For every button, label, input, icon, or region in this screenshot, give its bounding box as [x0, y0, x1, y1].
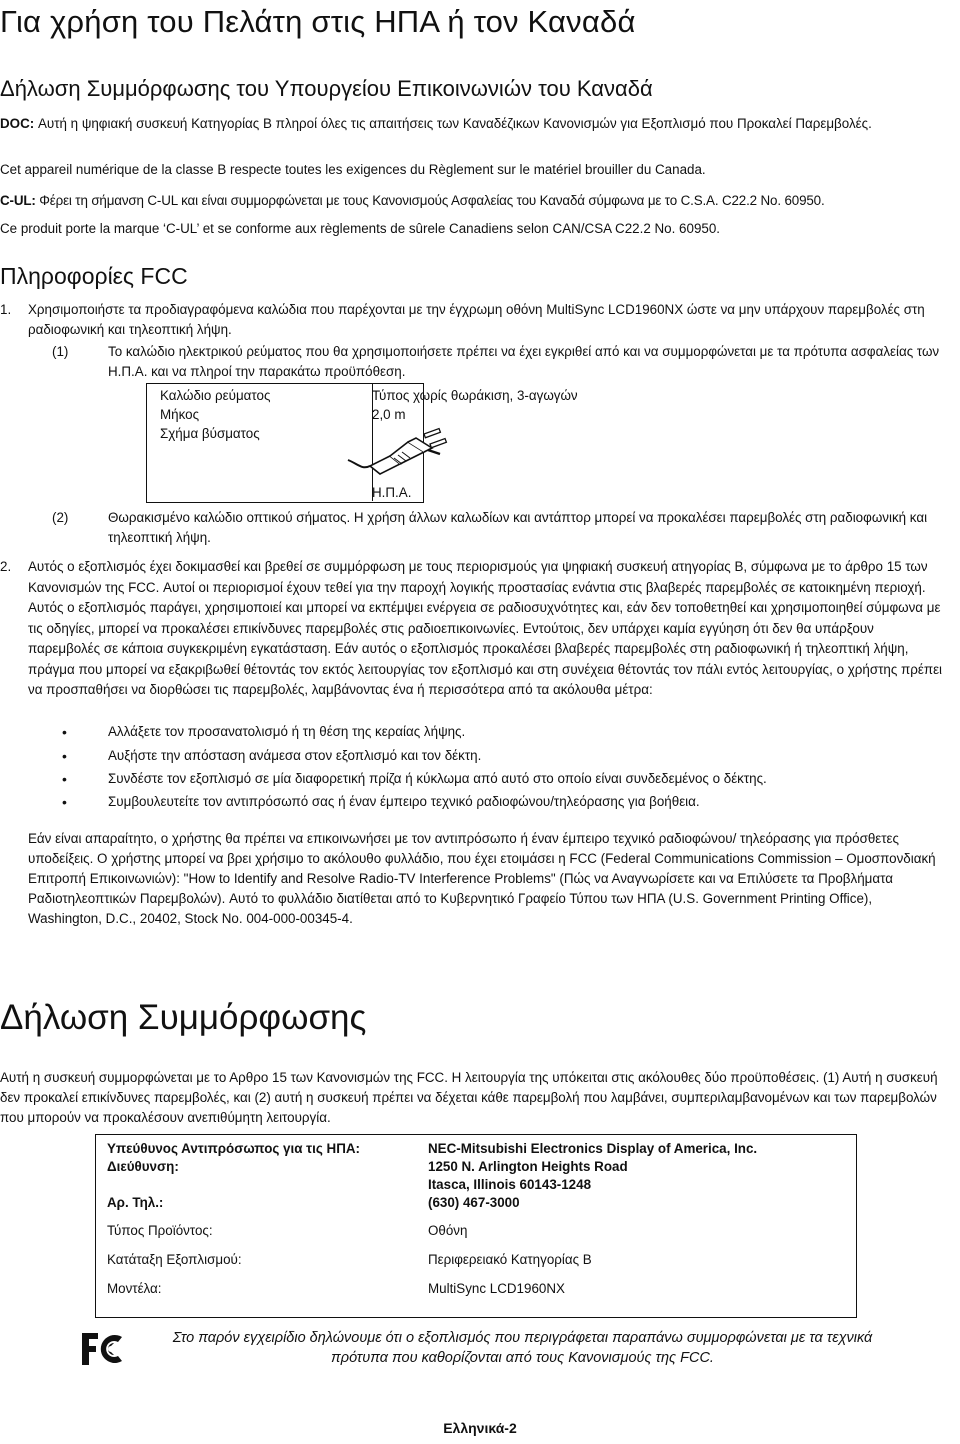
product-type-value: Οθόνη	[428, 1223, 468, 1238]
sub-2-number: (2)	[52, 510, 69, 525]
models-value: MultiSync LCD1960NX	[428, 1281, 565, 1296]
address-value-line2: Itasca, Illinois 60143-1248	[428, 1177, 592, 1192]
cable-label-plug: Σχήμα βύσματος	[160, 426, 260, 441]
sub-1-text: Το καλώδιο ηλεκτρικού ρεύματος που θα χρησιμοποιήσετε πρέπει να έχει εγκριθεί από και να συμμορφώνεται με τα πρότυπα ασφαλείας των Η.Π.Α. και να πληροί την παρακάτω προϋπόθεση.	[108, 344, 940, 379]
equipment-class-label: Κατάταξη Εξοπλισμού:	[107, 1252, 242, 1267]
product-type-label: Τύπος Προϊόντος:	[107, 1223, 213, 1238]
bullet-4-icon: •	[62, 794, 67, 810]
rep-value: NEC-Mitsubishi Electronics Display of America, Inc.	[428, 1141, 758, 1156]
section-subtitle-canada: Δήλωση Συμμόρφωσης του Υπουργείου Επικοινωνιών του Καναδά	[0, 76, 653, 101]
cable-label-length: Μήκος	[160, 407, 200, 422]
bullet-4-text: Συμβουλευτείτε τον αντιπρόσωπό σας ή έναν έμπειρο τεχνικό ραδιοφώνου/τηλεόρασης για βοήθεια.	[108, 794, 700, 809]
declaration-intro: Αυτή η συσκευή συμμορφώνεται με το Αρθρο 15 των Κανονισμών της FCC. Η λειτουργία της υπόκειται στις ακόλουθες δύο προϋποθέσεις. (1) Αυτή η συσκευή δεν προκαλεί επικίνδυνες παρεμβολές, και (2) αυτή η συσκευή πρέπει να δέχεται κάθε παρεμβολή που λαμβάνει, συμπεριλαμβανομένων και των παρεμβολών που μπορούν να προκαλέσουν ανεπιθύμητη λειτουργία.	[0, 1070, 938, 1125]
cable-value-length: 2,0 m	[372, 407, 406, 422]
declaration-heading: Δήλωση Συμμόρφωσης	[0, 998, 367, 1037]
cable-value-type: Τύπος χωρίς θωράκιση, 3-αγωγών	[372, 388, 578, 403]
bullet-2-icon: •	[62, 748, 67, 764]
plug-caption: Η.Π.Α.	[372, 485, 412, 500]
cul-paragraph	[0, 191, 960, 211]
item-2-text: Αυτός ο εξοπλισμός έχει δοκιμασθεί και βρεθεί σε συμμόρφωση με τους περιορισμούς για ψηφιακή συσκευή ατηγορίας B, σύμφωνα με το άρθρο 15 των Κανονισμών της FCC. Αυτοί οι περιορισμοί έχουν τεθεί για την παροχή λογικής προστασίας ενάντια στις βλαβερές παρεμβολές σε κατοικημένη περιοχή. Αυτός ο εξοπλισμός παράγει, χρησιμοποιεί και μπορεί να εκπέμψει ενέργεια σε ραδιοσυχνότητες και, εάν δεν τοποθετηθεί και χρησιμοποιηθεί σύμφωνα με τις οδηγίες, μπορεί να προκαλέσει επικίνδυνες παρεμβολές στις ραδιοεπικοινωνίες. Εντούτοις, δεν υπάρχει καμία εγγύηση ότι δεν θα υπάρξουν παρεμβολές σε κάποια συγκεκριμένη εγκατάσταση. Εάν αυτός ο εξοπλισμός προκαλέσει βλαβερές παρεμβολές στη ραδιοφωνική ή τηλεοπτική λήψη, πράγμα που μπορεί να εξακριβωθεί θέτοντάς τον εκτός λειτουργίας τον εξοπλισμό και στη συνέχεια θέτοντάς τον πάλι εντός λειτουργίας, ο χρήστης πρέπει να προσπαθήσει να διορθώσει τις παρεμβολές, λαμβάνοντας ένα ή περισσότερα από τα ακόλουθα μέτρα:	[28, 559, 943, 697]
doc-text: Αυτή η ψηφιακή συσκευή Κατηγορίας B πληροί όλες τις απαιτήσεις των Καναδέζικων Κανονισμών για Εξοπλισμό που Προκαλεί Παρεμβολές.	[34, 116, 872, 131]
phone-value: (630) 467-3000	[428, 1195, 520, 1210]
rep-label: Υπεύθυνος Αντιπρόσωπος για τις ΗΠΑ:	[107, 1141, 361, 1156]
phone-label: Αρ. Τηλ.:	[107, 1195, 164, 1210]
bullet-3-icon: •	[62, 771, 67, 787]
fcc-logo-icon	[78, 1329, 128, 1369]
french-paragraph-2: Ce produit porte la marque ‘C-UL’ et se conforme aux règlements de sûrele Canadiens selon CAN/CSA C22.2 No. 60950.	[0, 221, 721, 236]
item-1-text: Χρησιμοποιήστε τα προδιαγραφόμενα καλώδια που παρέχονται με την έγχρωμη οθόνη MultiSync LCD1960NX ώστε να μην υπάρχουν παρεμβολές στη ραδιοφωνική και τηλεοπτική λήψη.	[28, 302, 925, 337]
fcc-heading: Πληροφορίες FCC	[0, 263, 188, 289]
doc-label: DOC:	[0, 116, 35, 131]
address-value-line1: 1250 N. Arlington Heights Road	[428, 1159, 628, 1174]
french-paragraph-1: Cet appareil numérique de la classe B respecte toutes les exigences du Règlement sur le matériel brouiller du Canada.	[0, 162, 706, 177]
cable-label-power: Καλώδιο ρεύματος	[160, 388, 271, 403]
bullet-3-text: Συνδέστε τον εξοπλισμό σε μία διαφορετική πρίζα ή κύκλωμα από αυτό στο οποίο είναι συνδεδεμένος ο δέκτης.	[108, 771, 767, 786]
sub-2-text: Θωρακισμένο καλώδιο οπτικού σήματος. Η χρήση άλλων καλωδίων και αντάπτορ μπορεί να προκαλέσει παρεμβολές στη ραδιοφωνική και τηλεοπτική λήψη.	[108, 510, 928, 545]
sub-1-number: (1)	[52, 344, 69, 359]
conformity-statement: Στο παρόν εγχειρίδιο δηλώνουμε ότι ο εξοπλισμός που περιγράφεται παραπάνω συμμορφώνεται με τα τεχνικά πρότυπα που καθορίζονται από τους Κανονισμούς της FCC.	[172, 1330, 873, 1366]
bullet-1-text: Αλλάξετε τον προσανατολισμό ή τη θέση της κεραίας λήψης.	[108, 724, 466, 739]
equipment-class-value: Περιφερειακό Κατηγορίας B	[428, 1252, 592, 1267]
item-1-number: 1.	[0, 302, 12, 317]
cul-text: Φέρει τη σήμανση C-UL και είναι συμμορφώνεται με τους Κανονισμούς Ασφαλείας του Καναδά σύμφωνα με το C.S.A. C22.2 No. 60950.	[35, 193, 825, 208]
us-plug-icon	[344, 420, 454, 482]
doc-paragraph	[0, 114, 955, 134]
page-number: Ελληνικά-2	[443, 1420, 517, 1436]
item-2-number: 2.	[0, 559, 12, 574]
page-title: Για χρήση του Πελάτη στις ΗΠΑ ή τον Καναδά	[0, 4, 636, 39]
bullet-2-text: Αυξήστε την απόσταση ανάμεσα στον εξοπλισμό και τον δέκτη.	[108, 748, 482, 763]
address-label: Διεύθυνση:	[107, 1159, 179, 1174]
bullet-1-icon: •	[62, 724, 67, 740]
cul-label: C-UL:	[0, 193, 36, 208]
closing-paragraph: Εάν είναι απαραίτητο, ο χρήστης θα πρέπει να επικοινωνήσει με τον αντιπρόσωπο ή έναν έμπειρο τεχνικό ραδιοφώνου/ τηλεόρασης για πρόσθετες υποδείξεις. Ο χρήστης μπορεί να βρει χρήσιμο το ακόλουθο φυλλάδιο, που έχει ετοιμάσει η FCC (Federal Communications Commission – Ομοσπονδιακή Επιτροπή Επικοινωνιών): "How to Identify and Resolve Radio-TV Interference Problems" (Πώς να Αναγνωρίσετε και να Επιλύσετε τα Προβλήματα Ραδιοτηλεοπτικών Παρεμβολών). Αυτό το φυλλάδιο διατίθεται από το Κυβερνητικό Γραφείο Τύπου των ΗΠΑ (U.S. Government Printing Office), Washington, D.C., 20402, Stock No. 004-000-00345-4.	[28, 831, 936, 926]
models-label: Μοντέλα:	[107, 1281, 162, 1296]
